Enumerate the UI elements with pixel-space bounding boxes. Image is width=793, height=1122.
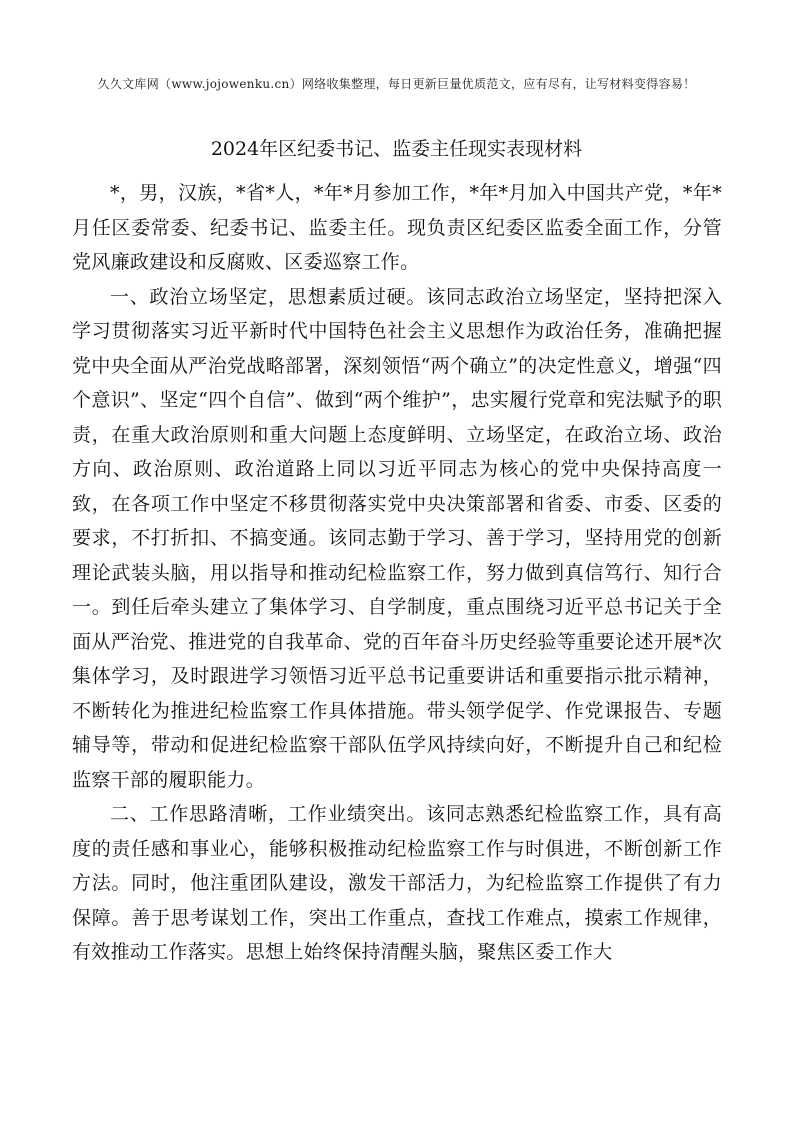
header-note: 久久文库网（www.jojowenku.cn）网络收集整理，每日更新巨量优质范文，应有尽有，让写材料变得容易！ bbox=[97, 77, 696, 91]
paragraph-section-one: 一、政治立场坚定，思想素质过硬。该同志政治立场坚定，坚持把深入学习贯彻落实习近平新时代中国特色社会主义思想作为政治任务，准确把握党中央全面从严治党战略部署，深刻领悟“两个确立”的决定性意义，增强“四个意识”、坚定“四个自信”、做到“两个维护”，忠实履行党章和宪法赋予的职责，在重大政治原则和重大问题上态度鲜明、立场坚定，在政治立场、政治方向、政治原则、政治道路上同以习近平同志为核心的党中央保持高度一致，在各项工作中坚定不移贯彻落实党中央决策部署和省委、市委、区委的要求，不打折扣、不搞变通。该同志勤于学习、善于学习，坚持用党的创新理论武装头脑，用以指导和推动纪检监察工作，努力做到真信笃行、知行合一。到任后牵头建立了集体学习、自学制度，重点围绕习近平总书记关于全面从严治党、推进党的自我革命、党的百年奋斗历史经验等重要论述开展*次集体学习，及时跟进学习领悟习近平总书记重要讲话和重要指示批示精神，不断转化为推进纪检监察工作具体措施。带头领学促学、作党课报告、专题辅导等，带动和促进纪检监察干部队伍学风持续向好，不断提升自己和纪检监察干部的履职能力。 bbox=[72, 285, 722, 791]
paragraph-section-two: 二、工作思路清晰，工作业绩突出。该同志熟悉纪检监察工作，具有高度的责任感和事业心，能够积极推动纪检监察工作与时俱进，不断创新工作方法。同时，他注重团队建设，激发干部活力，为纪检监察工作提供了有力保障。善于思考谋划工作，突出工作重点，查找工作难点，摸索工作规律，有效推动工作落实。思想上始终保持清醒头脑，聚焦区委工作大 bbox=[72, 803, 722, 963]
paragraph-intro: *，男，汉族，*省*人，*年*月参加工作，*年*月加入中国共产党，*年*月任区委常委、纪委书记、监委主任。现负责区纪委区监委全面工作，分管党风廉政建设和反腐败、区委巡察工作。 bbox=[72, 182, 722, 273]
document-title: 2024年区纪委书记、监委主任现实表现材料 bbox=[210, 138, 583, 160]
document-body bbox=[72, 176, 722, 970]
